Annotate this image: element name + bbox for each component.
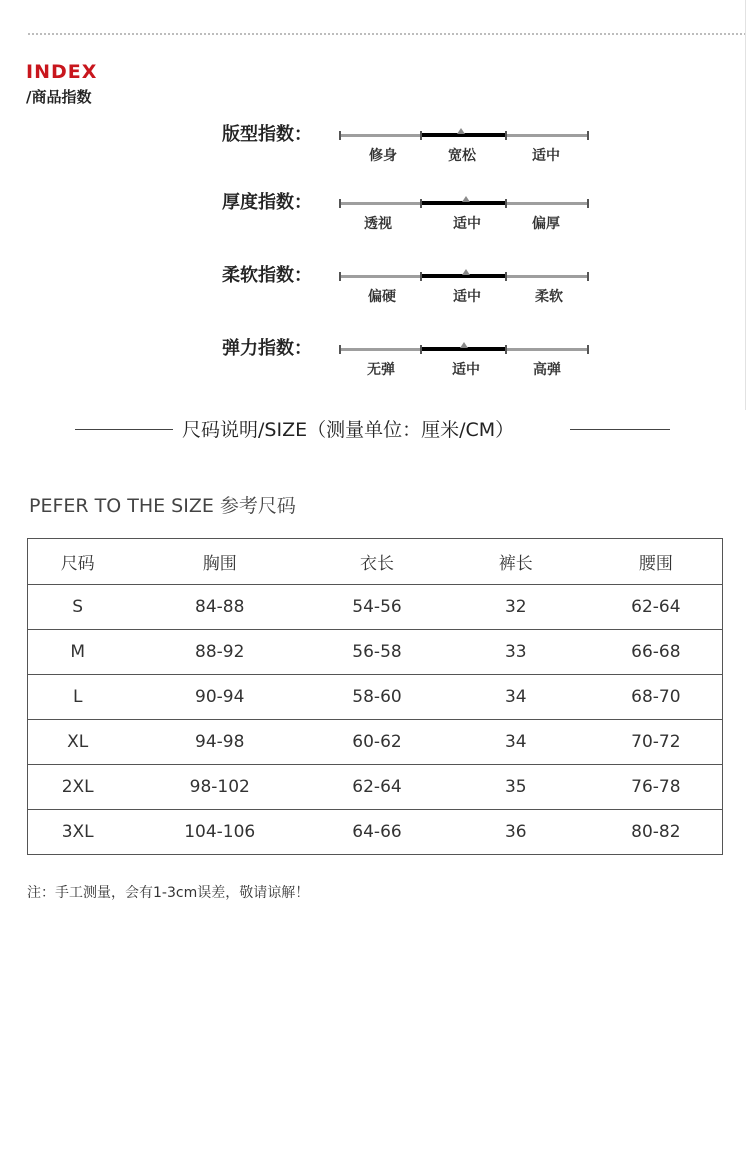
- index-title: INDEX: [26, 61, 98, 83]
- table-row: [28, 585, 723, 630]
- measurement-note: 注：手工测量，会有1-3cm误差，敬请谅解！: [27, 885, 310, 901]
- scale-tick: [587, 272, 589, 281]
- table-cell: 2XL: [28, 765, 128, 810]
- table-cell: 58-60: [312, 675, 442, 720]
- table-cell: 56-58: [312, 630, 442, 675]
- scale-tick: [587, 345, 589, 354]
- column-header: 胸围: [127, 539, 312, 585]
- scale-tick: [587, 199, 589, 208]
- scale-segment: [340, 134, 422, 137]
- column-header: 腰围: [590, 539, 723, 585]
- heading-rule-left: [75, 429, 173, 430]
- scale-tick: [420, 272, 422, 281]
- option-label: 偏硬: [368, 289, 396, 305]
- option-label: 柔软: [535, 289, 563, 305]
- table-cell: 98-102: [127, 765, 312, 810]
- table-cell: 94-98: [127, 720, 312, 765]
- table-cell: 60-62: [312, 720, 442, 765]
- scale-tick: [339, 199, 341, 208]
- column-header: 衣长: [312, 539, 442, 585]
- table-cell: 80-82: [590, 810, 723, 855]
- size-heading-text: 尺码说明/SIZE（测量单位：厘米/CM）: [182, 419, 515, 441]
- column-header: 裤长: [442, 539, 590, 585]
- table-cell: 62-64: [312, 765, 442, 810]
- heading-rule-right: [570, 429, 670, 430]
- table-cell: 104-106: [127, 810, 312, 855]
- scale-tick: [505, 199, 507, 208]
- metric-softness: [0, 264, 750, 324]
- option-label: 适中: [453, 216, 481, 232]
- table-cell: 62-64: [590, 585, 723, 630]
- table-cell: 34: [442, 675, 590, 720]
- table-cell: 64-66: [312, 810, 442, 855]
- table-cell: 36: [442, 810, 590, 855]
- size-heading: [0, 417, 750, 443]
- table-row: [28, 675, 723, 720]
- scale-tick: [505, 345, 507, 354]
- table-cell: 84-88: [127, 585, 312, 630]
- table-cell: M: [28, 630, 128, 675]
- option-label: 高弹: [533, 362, 561, 378]
- option-label: 偏厚: [532, 216, 560, 232]
- table-cell: 70-72: [590, 720, 723, 765]
- table-cell: L: [28, 675, 128, 720]
- option-label: 透视: [364, 216, 392, 232]
- scale-segment: [340, 348, 422, 351]
- scale-segment: [340, 202, 422, 205]
- table-cell: 3XL: [28, 810, 128, 855]
- option-label: 无弹: [367, 362, 395, 378]
- metric-fit: [0, 123, 750, 183]
- scale-segment: [340, 275, 422, 278]
- table-cell: 90-94: [127, 675, 312, 720]
- scale-segment: [506, 275, 588, 278]
- scale-tick: [339, 272, 341, 281]
- index-subtitle: /商品指数: [26, 88, 92, 106]
- table-cell: 32: [442, 585, 590, 630]
- option-label: 适中: [452, 362, 480, 378]
- metric-elasticity: [0, 337, 750, 397]
- selected-marker-icon: [460, 342, 468, 348]
- table-header-row: [28, 539, 723, 585]
- table-cell: 76-78: [590, 765, 723, 810]
- table-row: [28, 630, 723, 675]
- metric-label: 版型指数：: [222, 124, 312, 145]
- table-cell: S: [28, 585, 128, 630]
- scale-tick: [339, 345, 341, 354]
- scale-tick: [339, 131, 341, 140]
- metric-label: 弹力指数：: [222, 338, 312, 359]
- selected-marker-icon: [462, 196, 470, 202]
- table-row: [28, 720, 723, 765]
- scale-segment: [506, 202, 588, 205]
- reference-size-title: PEFER TO THE SIZE 参考尺码: [29, 495, 296, 517]
- scale-tick: [505, 131, 507, 140]
- table-cell: 35: [442, 765, 590, 810]
- size-table: [27, 538, 723, 855]
- selected-marker-icon: [457, 128, 465, 134]
- scale-tick: [420, 199, 422, 208]
- option-label: 宽松: [448, 148, 476, 164]
- table-cell: 34: [442, 720, 590, 765]
- table-cell: 68-70: [590, 675, 723, 720]
- option-label: 适中: [453, 289, 481, 305]
- metric-label: 柔软指数：: [222, 265, 312, 286]
- table-row: [28, 765, 723, 810]
- table-cell: 54-56: [312, 585, 442, 630]
- top-dotted-divider: [28, 33, 746, 35]
- column-header: 尺码: [28, 539, 128, 585]
- scale-segment: [506, 348, 588, 351]
- table-cell: 33: [442, 630, 590, 675]
- table-cell: 66-68: [590, 630, 723, 675]
- table-row: [28, 810, 723, 855]
- scale-segment: [506, 134, 588, 137]
- selected-marker-icon: [462, 269, 470, 275]
- scale-tick: [420, 345, 422, 354]
- scale-tick: [505, 272, 507, 281]
- metric-thickness: [0, 191, 750, 251]
- option-label: 修身: [369, 148, 397, 164]
- option-label: 适中: [532, 148, 560, 164]
- table-cell: XL: [28, 720, 128, 765]
- scale-tick: [587, 131, 589, 140]
- metric-label: 厚度指数：: [222, 192, 312, 213]
- scale-tick: [420, 131, 422, 140]
- table-cell: 88-92: [127, 630, 312, 675]
